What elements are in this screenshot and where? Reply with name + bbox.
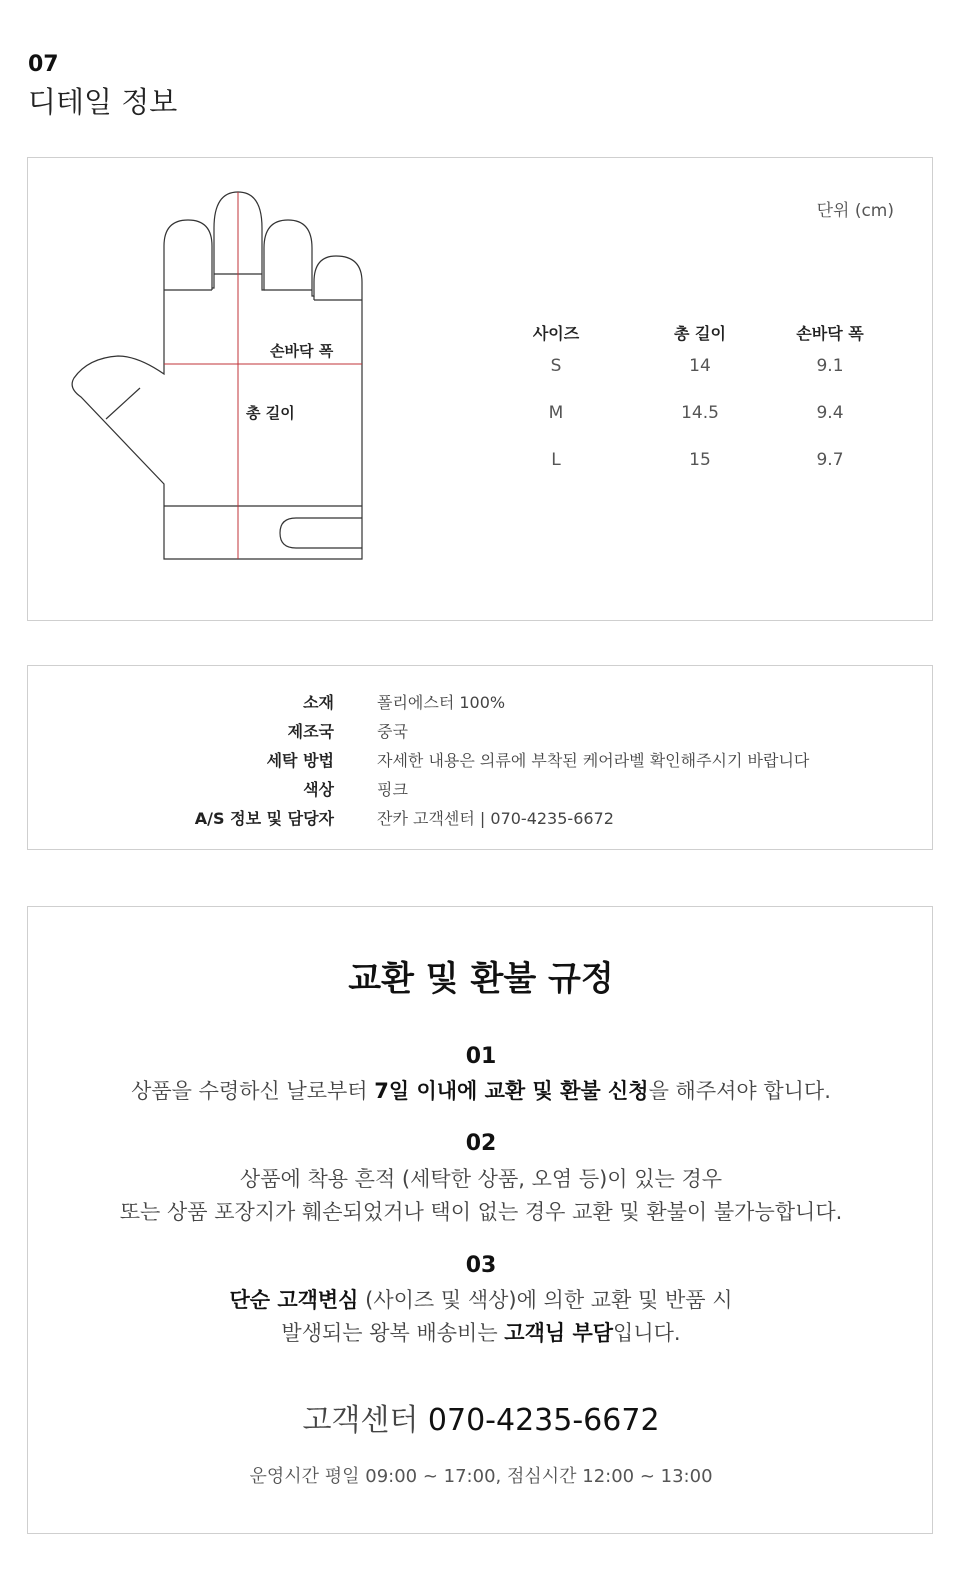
table-cell: 9.7 <box>816 450 844 470</box>
total-length-label: 총 길이 <box>246 404 295 422</box>
info-value: 자세한 내용은 의류에 부착된 케어라벨 확인해주시기 바랍니다 <box>377 751 810 770</box>
info-row-as <box>28 806 934 834</box>
cs-phone: 070-4235-6672 <box>427 1403 660 1438</box>
policy-number: 02 <box>465 1131 497 1156</box>
palm-width-header: 손바닥 폭 <box>796 324 864 343</box>
table-cell: 14.5 <box>681 403 719 423</box>
info-label: 세탁 방법 <box>266 751 334 770</box>
info-row-color <box>28 777 934 805</box>
glove-diagram <box>68 178 398 578</box>
section-number: 07 <box>28 52 59 77</box>
info-row-washing <box>28 748 934 776</box>
policy-number: 01 <box>465 1044 497 1069</box>
policy-text: 상품을 수령하신 날로부터 7일 이내에 교환 및 환불 신청을 해주셔야 합니다. <box>131 1079 831 1103</box>
info-label: 제조국 <box>287 722 334 741</box>
info-label: 색상 <box>303 780 334 799</box>
glove-outline <box>72 192 362 559</box>
table-cell: S <box>550 356 562 376</box>
palm-width-label: 손바닥 폭 <box>270 342 334 360</box>
policy-number: 03 <box>465 1253 497 1278</box>
table-cell: 14 <box>689 356 711 376</box>
info-label: A/S 정보 및 담당자 <box>194 809 334 828</box>
policy-text: 단순 고객변심 (사이즈 및 색상)에 의한 교환 및 반품 시 <box>229 1288 733 1312</box>
section-title: 디테일 정보 <box>28 85 178 119</box>
table-cell: 9.1 <box>816 356 844 376</box>
info-row-origin <box>28 719 934 747</box>
info-value: 폴리에스터 100% <box>377 693 506 712</box>
table-cell: M <box>548 403 564 423</box>
info-label: 소재 <box>303 693 334 712</box>
info-value: 핑크 <box>377 780 408 799</box>
info-value: 중국 <box>377 722 408 741</box>
info-value: 잔카 고객센터 | 070-4235-6672 <box>377 809 614 828</box>
length-header: 총 길이 <box>674 324 726 343</box>
refund-policy-box <box>27 906 933 1534</box>
cs-label: 고객센터 <box>302 1403 428 1438</box>
table-cell: 9.4 <box>816 403 844 423</box>
policy-text: 발생되는 왕복 배송비는 고객님 부담입니다. <box>281 1321 681 1345</box>
table-cell: L <box>551 450 561 470</box>
wrist-strap <box>280 518 362 548</box>
product-info-box <box>27 665 933 850</box>
policy-title: 교환 및 환불 규정 <box>348 959 614 999</box>
size-chart-box <box>27 157 933 621</box>
info-row-material <box>28 690 934 718</box>
table-cell: 15 <box>689 450 711 470</box>
operating-hours: 운영시간 평일 09:00 ~ 17:00, 점심시간 12:00 ~ 13:00 <box>249 1466 713 1487</box>
policy-text: 또는 상품 포장지가 훼손되었거나 택이 없는 경우 교환 및 환불이 불가능합니다. <box>119 1200 843 1224</box>
size-header: 사이즈 <box>532 324 580 343</box>
unit-label: 단위 (cm) <box>816 201 894 221</box>
policy-text: 상품에 착용 흔적 (세탁한 상품, 오염 등)이 있는 경우 <box>239 1167 723 1191</box>
customer-center <box>28 1395 934 1439</box>
